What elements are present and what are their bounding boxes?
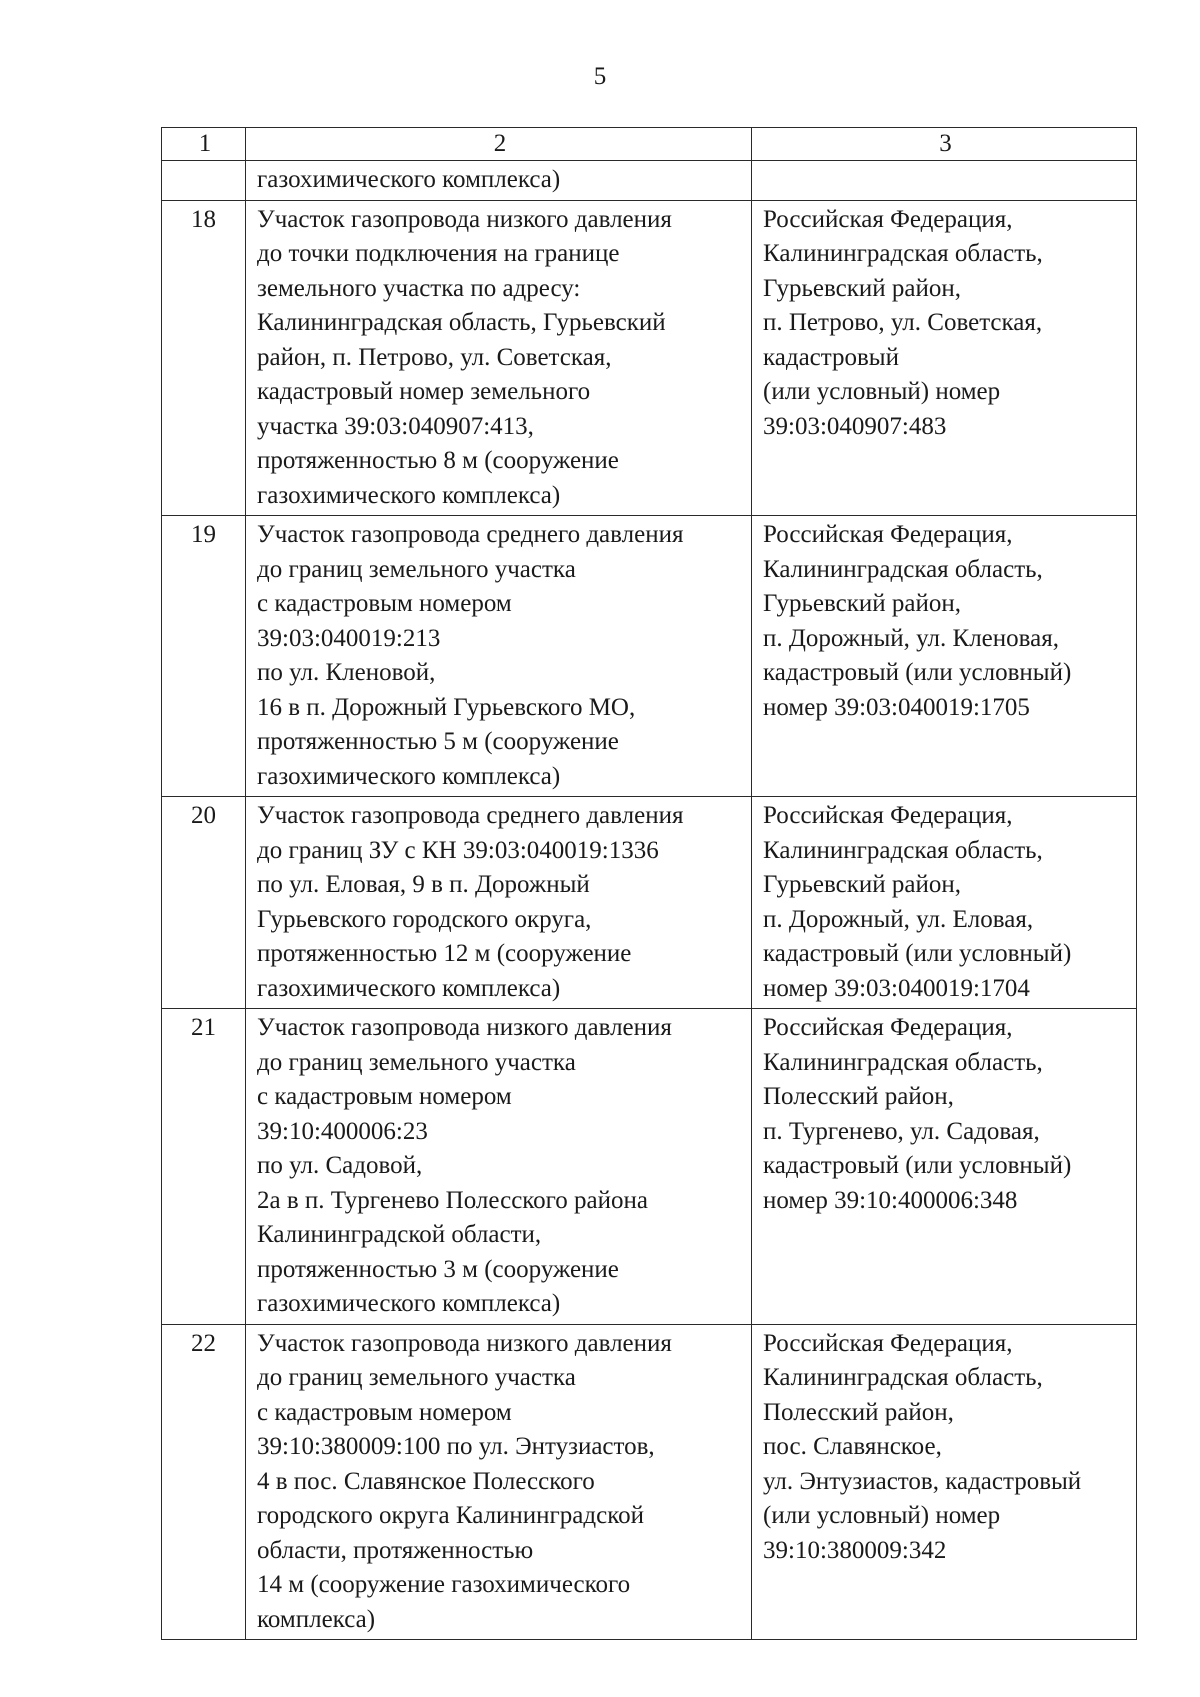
row-description-line: области, протяженностью (257, 1536, 534, 1564)
row-location-line: номер 39:03:040019:1704 (763, 974, 1030, 1002)
row-description-line: район, п. Петрово, ул. Советская, (257, 343, 612, 371)
row-description-line: газохимического комплекса) (257, 1290, 561, 1317)
row-location-line: Российская Федерация, (763, 802, 1013, 829)
row-description-line: до границ земельного участка (257, 1364, 576, 1391)
row-description (246, 1324, 752, 1640)
row-location-line: п. Дорожный, ул. Кленовая, (763, 624, 1059, 652)
row-location-line: Российская Федерация, (763, 1014, 1013, 1041)
row-location-line: кадастровый (или условный) (763, 1152, 1072, 1179)
row-description-line: газохимического комплекса) (257, 762, 561, 790)
row-location-line: Полесский район, (763, 1083, 954, 1110)
table-header-row (162, 128, 1137, 161)
row-description-line: Калининградской области, (257, 1221, 542, 1248)
row-description-line: комплекса) (257, 1605, 376, 1633)
row-description-line: участка 39:03:040907:413, (257, 412, 534, 440)
row-description (246, 797, 752, 1009)
row-description-line: газохимического комплекса) (257, 974, 561, 1002)
row-description-line: городского округа Калининградской (257, 1502, 644, 1529)
table-row (162, 797, 1137, 1009)
table-row (162, 200, 1137, 516)
row-location-line: кадастровый (763, 343, 899, 371)
row-location-line: кадастровый (или условный) (763, 940, 1072, 967)
row-location-line: Калининградская область, (763, 240, 1043, 267)
row-location-line: пос. Славянское, (763, 1433, 942, 1460)
row-description-line: Участок газопровода среднего давления (257, 521, 684, 548)
row-description-line: протяженностью 3 м (сооружение (257, 1255, 619, 1283)
row-location-line: Гурьевский район, (763, 590, 962, 617)
page-number: 5 (593, 63, 607, 90)
row-location-line: ул. Энтузиастов, кадастровый (763, 1467, 1082, 1495)
row-location-line: п. Дорожный, ул. Еловая, (763, 905, 1034, 933)
row-description (246, 516, 752, 797)
row-location (752, 797, 1137, 1009)
row-location-line: 39:10:380009:342 (763, 1536, 947, 1564)
row-description-line: до границ земельного участка (257, 555, 576, 583)
row-location-line: Российская Федерация, (763, 205, 1013, 233)
row-description-line: с кадастровым номером (257, 1398, 512, 1426)
row-location (752, 161, 1137, 201)
row-description-line: 14 м (сооружение газохимического (257, 1571, 631, 1598)
row-description-line: газохимического комплекса) (257, 481, 561, 509)
row-description-line: протяженностью 12 м (сооружение (257, 940, 632, 967)
row-description (246, 1009, 752, 1325)
row-description-line: 2а в п. Тургенево Полесского района (257, 1186, 649, 1214)
row-location-line: Калининградская область, (763, 555, 1043, 583)
row-location (752, 200, 1137, 516)
row-description-line: Калининградская область, Гурьевский (257, 309, 666, 336)
row-location-line: номер 39:03:040019:1705 (763, 693, 1030, 721)
table-row-continuation (162, 161, 1137, 201)
row-location-line: Полесский район, (763, 1398, 954, 1426)
row-description-line: 16 в п. Дорожный Гурьевского МО, (257, 693, 636, 721)
row-description-line: кадастровый номер земельного (257, 378, 591, 405)
row-location-line: (или условный) номер (763, 1502, 1001, 1529)
row-description-line: до точки подключения на границе (257, 240, 620, 267)
table-row (162, 1009, 1137, 1325)
row-description-line: до границ ЗУ с КН 39:03:040019:1336 (257, 836, 659, 864)
objects-table-body (162, 128, 1137, 1640)
row-description-line: с кадастровым номером (257, 1083, 512, 1110)
row-location-line: кадастровый (или условный) (763, 659, 1072, 686)
column-header-location: 3 (752, 128, 1137, 161)
row-number (162, 161, 246, 201)
row-number: 18 (162, 200, 246, 516)
row-location (752, 1324, 1137, 1640)
row-location-line: Калининградская область, (763, 836, 1043, 864)
row-description (246, 200, 752, 516)
row-description-line: Участок газопровода низкого давления (257, 205, 672, 233)
row-description-line: Участок газопровода низкого давления (257, 1014, 672, 1041)
table-row (162, 1324, 1137, 1640)
row-description-line: 39:03:040019:213 (257, 624, 441, 652)
row-description-line: Участок газопровода среднего давления (257, 802, 684, 829)
column-header-number: 1 (162, 128, 246, 161)
row-number: 22 (162, 1324, 246, 1640)
row-location (752, 516, 1137, 797)
row-location (752, 1009, 1137, 1325)
row-description-line: по ул. Еловая, 9 в п. Дорожный (257, 871, 590, 898)
row-description-line: земельного участка по адресу: (257, 274, 581, 302)
row-description-line: с кадастровым номером (257, 590, 512, 617)
row-location-line: Калининградская область, (763, 1364, 1043, 1391)
row-location-line: (или условный) номер (763, 378, 1001, 405)
row-description-line: Гурьевского городского округа, (257, 905, 592, 933)
row-location-line: Гурьевский район, (763, 871, 962, 898)
row-description (246, 161, 752, 201)
row-description-line: газохимического комплекса) (257, 166, 561, 193)
row-description-line: Участок газопровода низкого давления (257, 1329, 672, 1357)
row-description-line: протяженностью 5 м (сооружение (257, 728, 619, 755)
row-description-line: до границ земельного участка (257, 1048, 576, 1076)
row-number: 20 (162, 797, 246, 1009)
row-location-line: Калининградская область, (763, 1048, 1043, 1076)
row-location-line: номер 39:10:400006:348 (763, 1186, 1018, 1214)
objects-table (161, 127, 1137, 1640)
row-description-line: 4 в пос. Славянское Полесского (257, 1467, 595, 1495)
row-number: 19 (162, 516, 246, 797)
row-description-line: 39:10:380009:100 по ул. Энтузиастов, (257, 1433, 655, 1460)
row-description-line: 39:10:400006:23 (257, 1117, 428, 1145)
row-location-line: Гурьевский район, (763, 274, 962, 302)
row-description-line: протяженностью 8 м (сооружение (257, 447, 619, 474)
row-description-line: по ул. Садовой, (257, 1152, 423, 1179)
row-location-line: п. Тургенево, ул. Садовая, (763, 1117, 1040, 1145)
row-location-line: Российская Федерация, (763, 1329, 1013, 1357)
row-location-line: Российская Федерация, (763, 521, 1013, 548)
row-description-line: по ул. Кленовой, (257, 659, 436, 686)
row-number: 21 (162, 1009, 246, 1325)
row-location-line: 39:03:040907:483 (763, 412, 947, 440)
table-row (162, 516, 1137, 797)
column-header-description: 2 (246, 128, 752, 161)
row-location-line: п. Петрово, ул. Советская, (763, 309, 1043, 336)
